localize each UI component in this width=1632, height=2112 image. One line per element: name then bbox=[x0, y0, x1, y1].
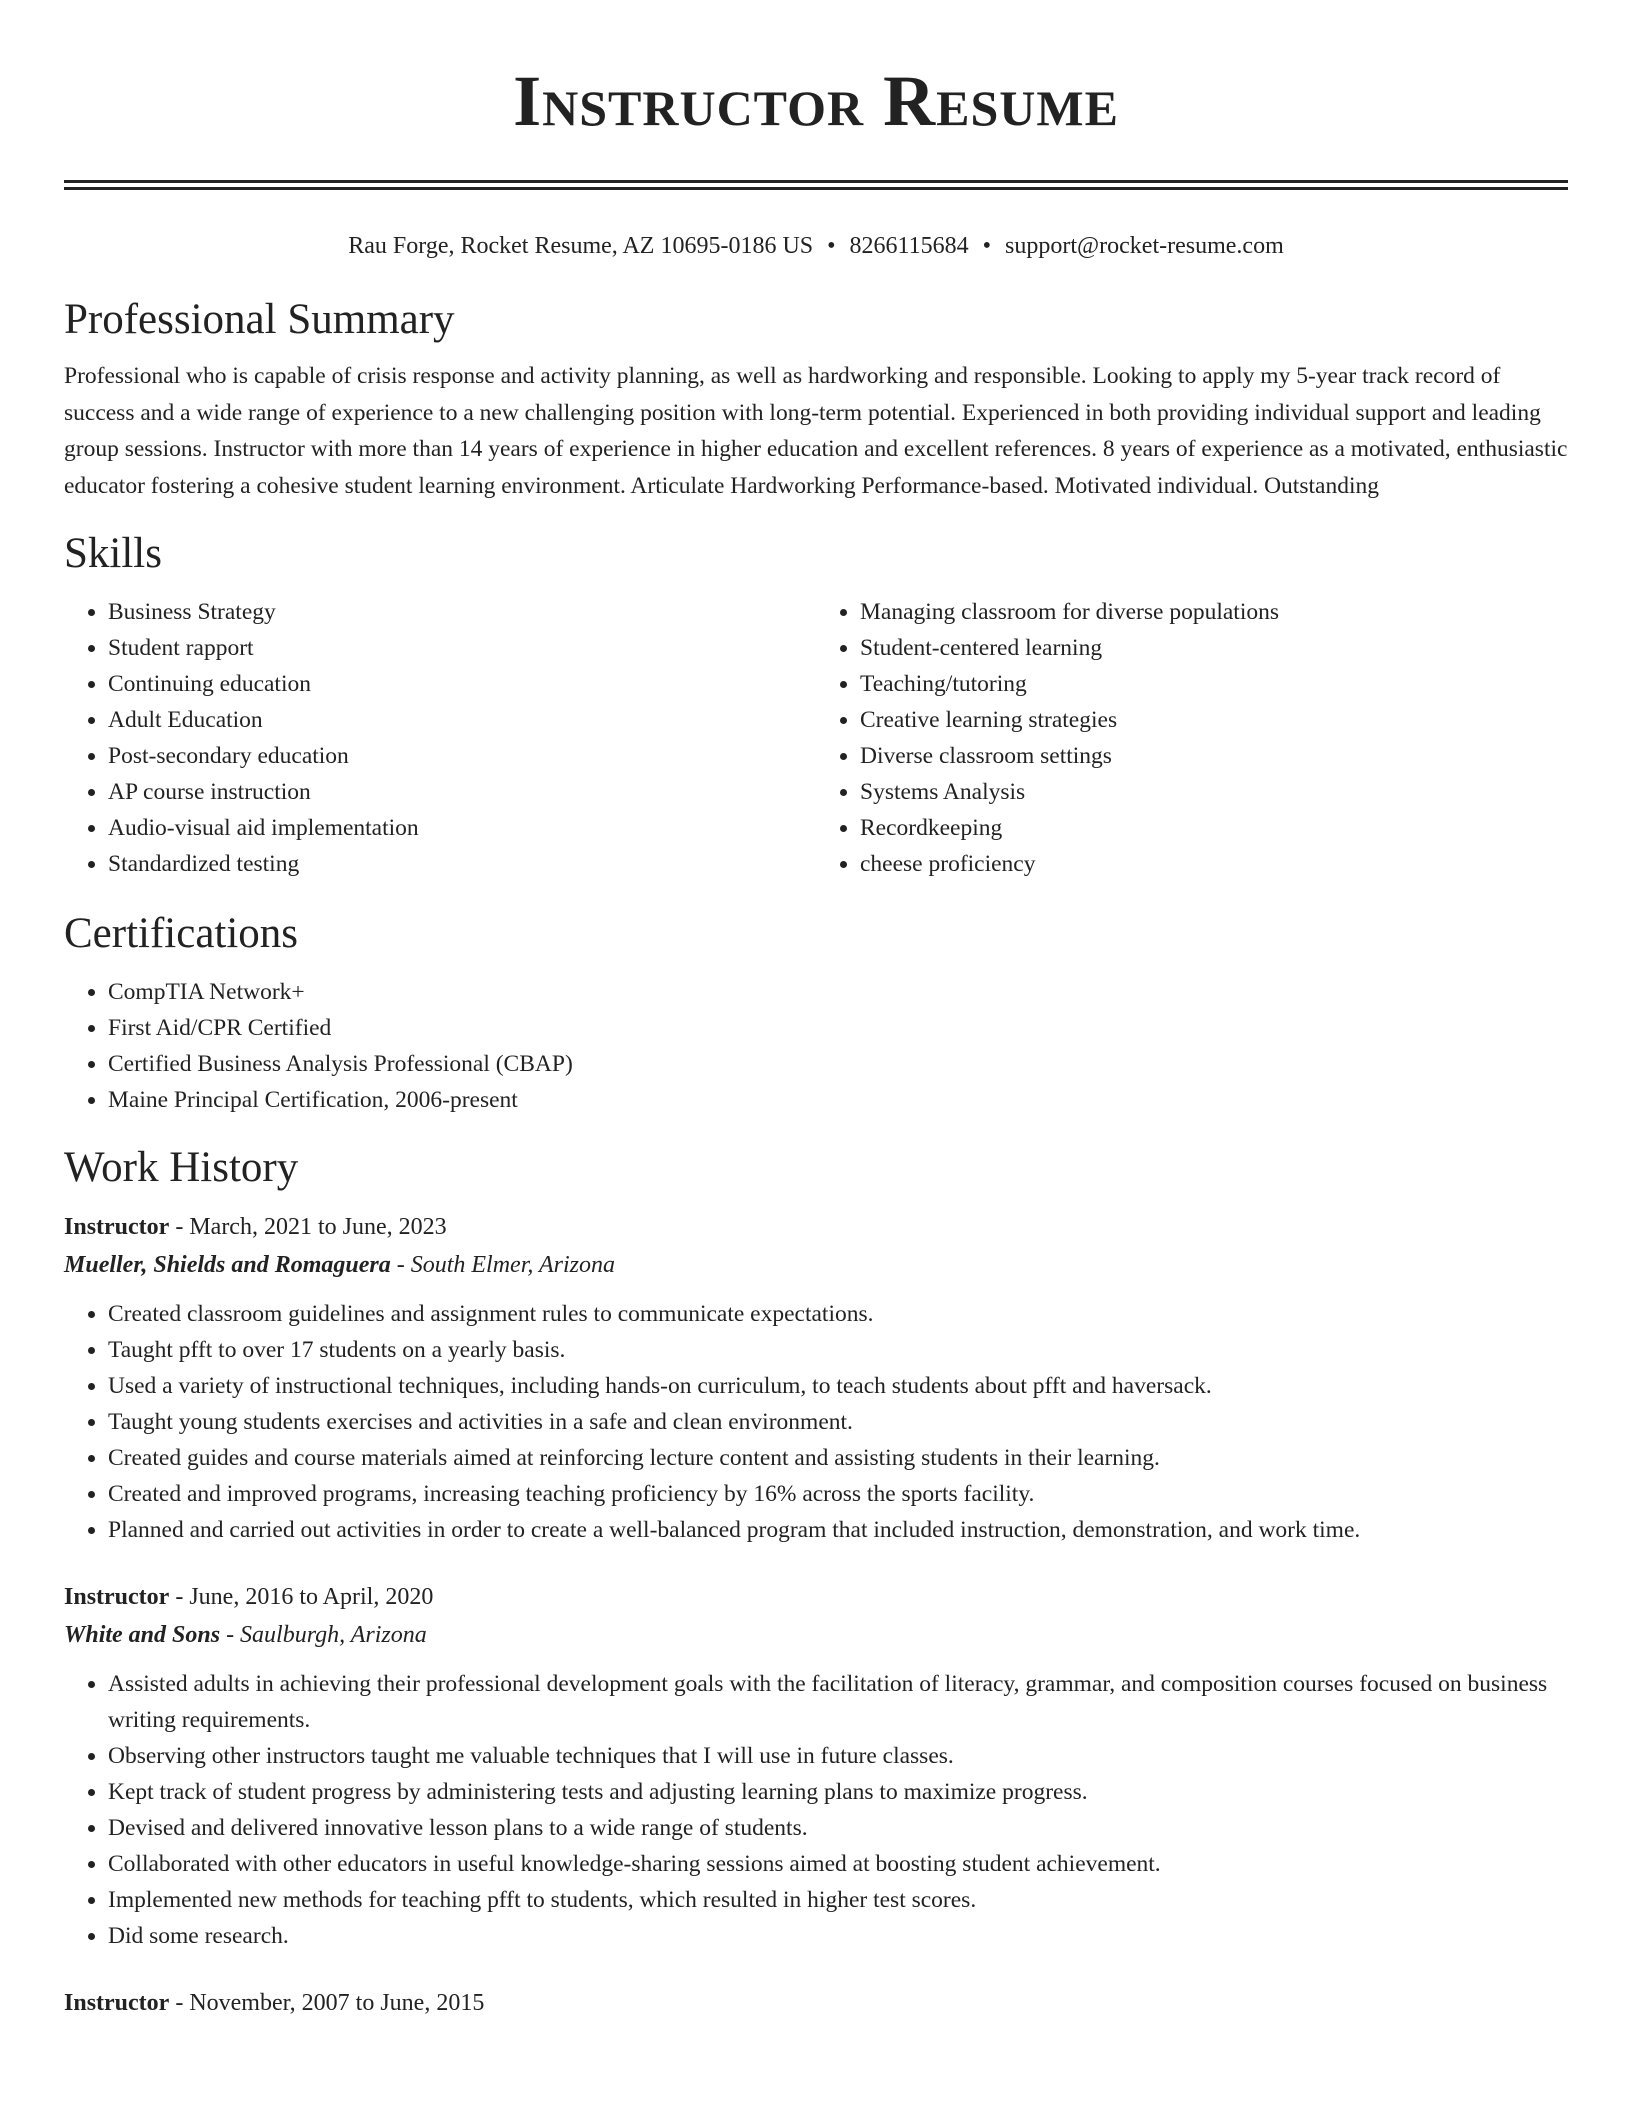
job-company: White and Sons bbox=[64, 1622, 221, 1648]
certifications-list bbox=[64, 974, 1568, 1118]
job-bullet: • Taught pfft to over 17 students on a yearly basis. bbox=[108, 1332, 1568, 1368]
skill-item: • Managing classroom for diverse populations bbox=[860, 594, 1568, 630]
job-bullet: • Created classroom guidelines and assignment rules to communicate expectations. bbox=[108, 1296, 1568, 1332]
skill-item: • Recordkeeping bbox=[860, 810, 1568, 846]
contact-line bbox=[64, 228, 1568, 264]
skills-section bbox=[64, 526, 1568, 882]
skill-item: • Business Strategy bbox=[108, 594, 816, 630]
skill-item: • Student-centered learning bbox=[860, 630, 1568, 666]
skill-item: • Teaching/tutoring bbox=[860, 666, 1568, 702]
contact-email: support@rocket-resume.com bbox=[1005, 233, 1284, 259]
certifications-section bbox=[64, 906, 1568, 1118]
contact-phone: 8266115684 bbox=[849, 233, 969, 259]
job-company: Mueller, Shields and Romaguera bbox=[64, 1252, 391, 1278]
job-location: - South Elmer, Arizona bbox=[390, 1252, 615, 1278]
job-bullet: • Used a variety of instructional techniques, including hands-on curriculum, to teach students about pfft and haversack. bbox=[108, 1368, 1568, 1404]
work-history-section bbox=[64, 1140, 1568, 2022]
skills-columns bbox=[64, 594, 1568, 882]
skills-list-left bbox=[64, 594, 816, 882]
skill-item: • Systems Analysis bbox=[860, 774, 1568, 810]
job-entry bbox=[64, 1578, 1568, 1954]
summary-heading: Professional Summary bbox=[64, 296, 455, 343]
skill-item: • Adult Education bbox=[108, 702, 816, 738]
contact-address: Rau Forge, Rocket Resume, AZ 10695-0186 US bbox=[348, 233, 814, 259]
job-bullet: • Observing other instructors taught me valuable techniques that I will use in future classes. bbox=[108, 1738, 1568, 1774]
job-company-line bbox=[64, 1246, 1568, 1284]
job-title-line bbox=[64, 1578, 1568, 1616]
job-entry bbox=[64, 1984, 1568, 2022]
certifications-heading: Certifications bbox=[64, 910, 299, 957]
job-bullet: • Kept track of student progress by administering tests and adjusting learning plans to maximize progress. bbox=[108, 1774, 1568, 1810]
skills-list-right bbox=[816, 594, 1568, 882]
job-title-line bbox=[64, 1984, 1568, 2022]
title-double-rule bbox=[64, 180, 1568, 190]
job-bullet: • Planned and carried out activities in order to create a well-balanced program that included instruction, demonstration, and work time. bbox=[108, 1512, 1568, 1548]
job-role: Instructor bbox=[64, 1584, 170, 1610]
skill-item: • Diverse classroom settings bbox=[860, 738, 1568, 774]
work-history-heading: Work History bbox=[64, 1144, 299, 1191]
skill-item: • cheese proficiency bbox=[860, 846, 1568, 882]
job-bullet: • Collaborated with other educators in useful knowledge-sharing sessions aimed at boosting student achievement. bbox=[108, 1846, 1568, 1882]
job-role: Instructor bbox=[64, 1214, 170, 1240]
skill-item: • Audio-visual aid implementation bbox=[108, 810, 816, 846]
job-bullets bbox=[64, 1296, 1568, 1548]
job-dates: - November, 2007 to June, 2015 bbox=[169, 1990, 485, 2016]
job-bullet: • Did some research. bbox=[108, 1918, 1568, 1954]
job-bullet: • Implemented new methods for teaching pfft to students, which resulted in higher test scores. bbox=[108, 1882, 1568, 1918]
job-bullet: • Created guides and course materials aimed at reinforcing lecture content and assisting students in their learning. bbox=[108, 1440, 1568, 1476]
job-bullets bbox=[64, 1666, 1568, 1954]
job-bullet: • Created and improved programs, increasing teaching proficiency by 16% across the sports facility. bbox=[108, 1476, 1568, 1512]
certification-item: • First Aid/CPR Certified bbox=[108, 1010, 1568, 1046]
job-bullet: • Devised and delivered innovative lesson plans to a wide range of students. bbox=[108, 1810, 1568, 1846]
job-bullet: • Taught young students exercises and activities in a safe and clean environment. bbox=[108, 1404, 1568, 1440]
professional-summary-section bbox=[64, 292, 1568, 504]
contact-separator: • bbox=[982, 233, 992, 259]
job-title-line bbox=[64, 1208, 1568, 1246]
skill-item: • Creative learning strategies bbox=[860, 702, 1568, 738]
certification-item: • Certified Business Analysis Professional (CBAP) bbox=[108, 1046, 1568, 1082]
skill-item: • Student rapport bbox=[108, 630, 816, 666]
job-role: Instructor bbox=[64, 1990, 170, 2016]
job-entry bbox=[64, 1208, 1568, 1548]
job-company-line bbox=[64, 1616, 1568, 1654]
skill-item: • Post-secondary education bbox=[108, 738, 816, 774]
certification-item: • CompTIA Network+ bbox=[108, 974, 1568, 1010]
summary-text: Professional who is capable of crisis response and activity planning, as well as hardworking and responsible. Looking to apply my 5-year track record of success and a wide range of experience to a new challenging position with long-term potential. Experienced in both providing individual support and leading group sessions. Instructor with more than 14 years of experience in higher education and excellent references. 8 years of experience as a motivated, enthusiastic educator fostering a cohesive student learning environment. Articulate Hardworking Performance-based. Motivated individual. Outstanding bbox=[64, 363, 1568, 499]
skill-item: • Standardized testing bbox=[108, 846, 816, 882]
skill-item: • Continuing education bbox=[108, 666, 816, 702]
skill-item: • AP course instruction bbox=[108, 774, 816, 810]
contact-separator: • bbox=[827, 233, 836, 259]
certification-item: • Maine Principal Certification, 2006-present bbox=[108, 1082, 1568, 1118]
job-dates: - March, 2021 to June, 2023 bbox=[169, 1214, 447, 1240]
job-bullet: • Assisted adults in achieving their professional development goals with the facilitation of literacy, grammar, and composition courses focused on business writing requirements. bbox=[108, 1666, 1568, 1738]
job-location: - Saulburgh, Arizona bbox=[220, 1622, 427, 1648]
skills-heading: Skills bbox=[64, 530, 162, 577]
job-dates: - June, 2016 to April, 2020 bbox=[169, 1584, 434, 1610]
resume-title: Instructor Resume bbox=[513, 61, 1119, 141]
